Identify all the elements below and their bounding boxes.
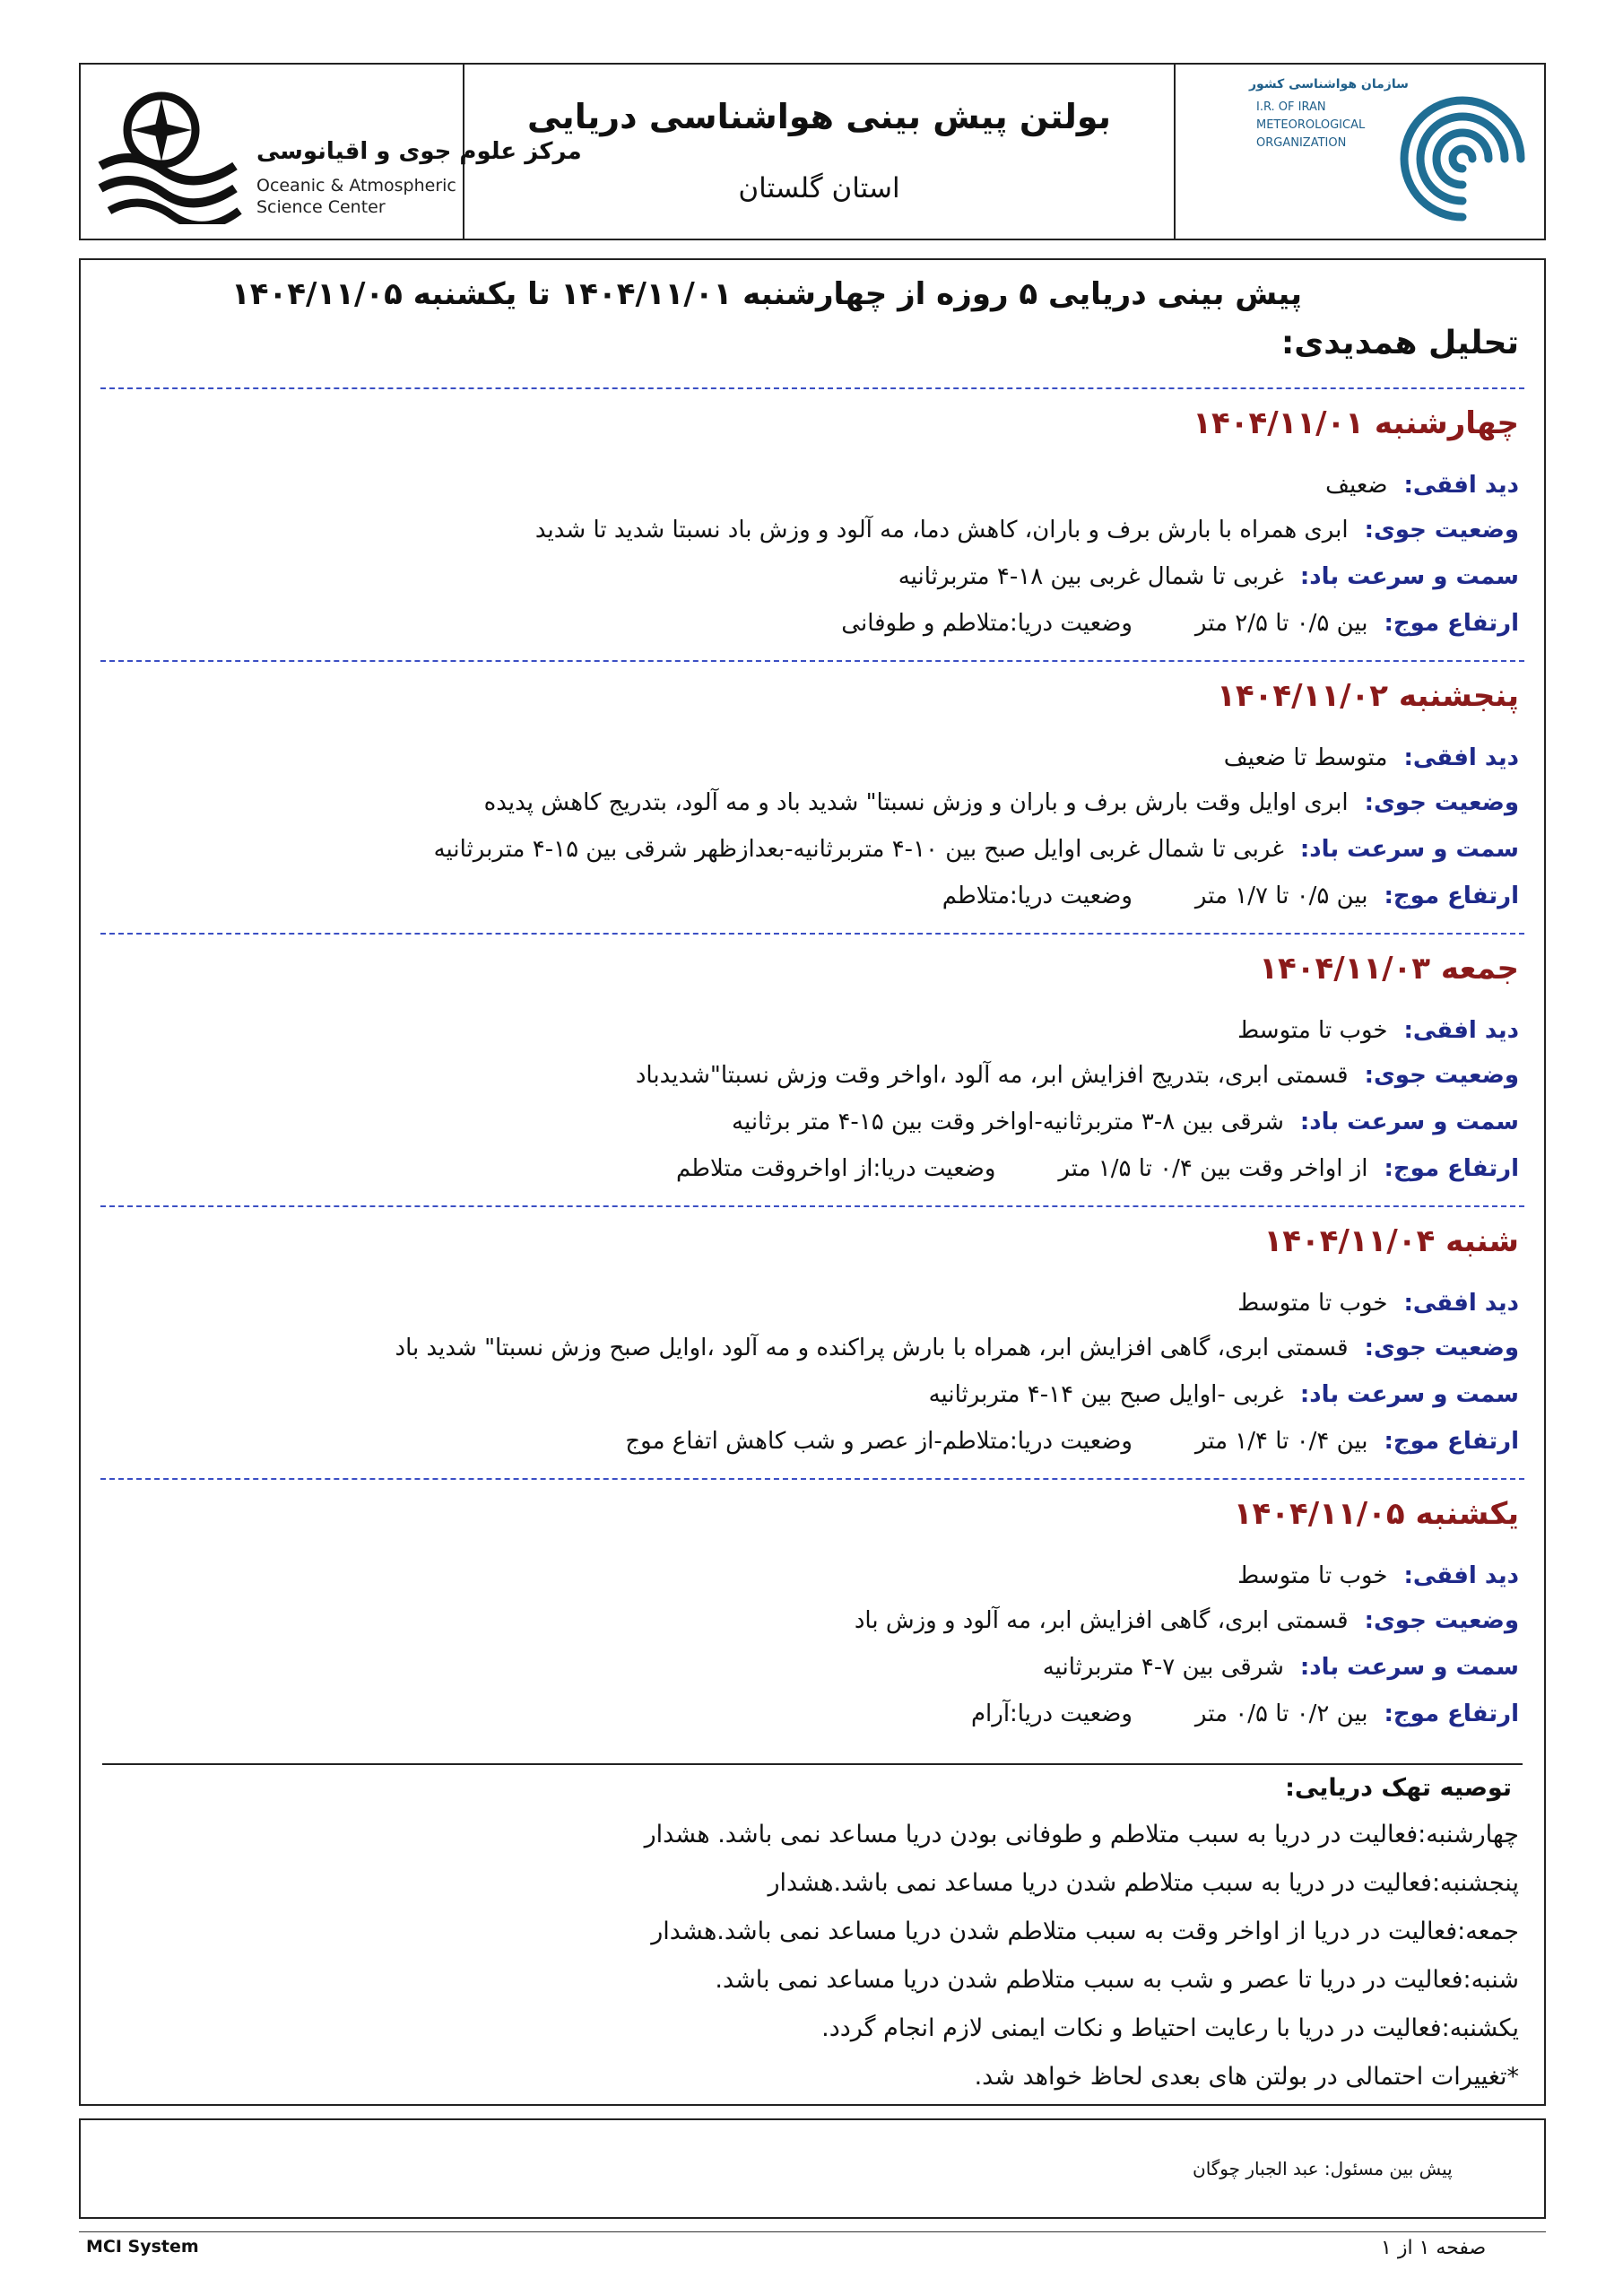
weather-label: وضعیت جوی: [1364, 517, 1519, 544]
separator [100, 933, 1524, 935]
wind-row [898, 563, 1519, 590]
weather-label: وضعیت جوی: [1364, 1062, 1519, 1089]
visibility-value: متوسط تا ضعیف [1223, 744, 1388, 771]
signature-box [79, 2118, 1546, 2219]
irimo-logo-icon [1391, 83, 1534, 230]
wave-label: ارتفاع موج: [1384, 1155, 1519, 1182]
recommendation-line: یکشنبه:فعالیت در دریا با رعایت احتیاط و نکات ایمنی لازم انجام گردد. [821, 2014, 1519, 2042]
header-title-cell [464, 65, 1176, 239]
sea-state-value: وضعیت دریا:متلاطم-از عصر و شب کاهش اتفاع موج [625, 1428, 1133, 1455]
irimo-name-en-3: ORGANIZATION [1256, 136, 1347, 150]
wave-value: بین ۰/۴ تا ۱/۴ متر [1194, 1428, 1368, 1455]
forecast-title: پیش بینی دریایی ۵ روزه از چهارشنبه ۱۴۰۴/۱۱/۰۱ تا یکشنبه ۱۴۰۴/۱۱/۰۵ [231, 276, 1302, 312]
day-heading: شنبه ۱۴۰۴/۱۱/۰۴ [1263, 1223, 1519, 1259]
oasc-name-en-1: Oceanic & Atmospheric [256, 176, 456, 196]
separator [100, 387, 1524, 389]
recommendation-line: *تغییرات احتمالی در بولتن های بعدی لحاظ خواهد شد. [974, 2063, 1519, 2091]
wave-row [841, 610, 1519, 637]
sea-state-value: وضعیت دریا:آرام [970, 1700, 1133, 1727]
day-heading: یکشنبه ۱۴۰۴/۱۱/۰۵ [1233, 1496, 1519, 1532]
wind-value: غربی -اوایل صبح بین ۱۴-۴ متربرثانیه [928, 1381, 1284, 1408]
oasc-name-en-2: Science Center [256, 197, 386, 217]
weather-row [395, 1335, 1519, 1361]
irimo-name-fa: سازمان هواشناسی کشور [1249, 77, 1409, 91]
weather-row [636, 1062, 1519, 1089]
irimo-name-en-1: I.R. OF IRAN [1256, 100, 1326, 114]
day-heading: پنجشنبه ۱۴۰۴/۱۱/۰۲ [1217, 678, 1519, 714]
wave-row [942, 883, 1519, 909]
wave-label: ارتفاع موج: [1384, 1428, 1519, 1455]
visibility-row [1237, 1290, 1519, 1317]
wave-label: ارتفاع موج: [1384, 1700, 1519, 1727]
visibility-value: خوب تا متوسط [1237, 1290, 1388, 1317]
wave-row [625, 1428, 1519, 1455]
weather-label: وضعیت جوی: [1364, 1335, 1519, 1361]
wave-value: بین ۰/۵ تا ۱/۷ متر [1194, 883, 1368, 909]
weather-value: قسمتی ابری، بتدریج افزایش ابر، مه آلود ،اواخر وقت وزش نسبتا"شدیدباد [635, 1062, 1349, 1089]
system-name: MCI System [86, 2237, 199, 2257]
bulletin-title: بولتن پیش بینی هواشناسی دریایی [526, 97, 1111, 136]
wave-label: ارتفاع موج: [1384, 610, 1519, 637]
weather-value: ابری همراه با بارش برف و باران، کاهش دما، مه آلود و وزش باد نسبتا شدید تا شدید [534, 517, 1349, 544]
page-number: صفحه ۱ از ۱ [1381, 2237, 1487, 2259]
recommendation-line: شنبه:فعالیت در دریا تا عصر و شب به سبب متلاطم شدن دریا مساعد نمی باشد. [715, 1966, 1519, 1994]
wind-label: سمت و سرعت باد: [1299, 1654, 1519, 1681]
wave-row [676, 1155, 1519, 1182]
footer-divider [79, 2231, 1546, 2232]
recommendation-title: توصیه تهک دریایی: [1285, 1774, 1512, 1802]
visibility-label: دید افقی: [1403, 1017, 1519, 1044]
visibility-row [1237, 1562, 1519, 1589]
separator [100, 1205, 1524, 1207]
weather-row [535, 517, 1519, 544]
weather-value: قسمتی ابری، گاهی افزایش ابر، مه آلود و وزش باد [854, 1607, 1349, 1634]
wave-value: بین ۰/۲ تا ۰/۵ متر [1194, 1700, 1368, 1727]
oasc-logo-icon [91, 81, 244, 224]
forecast-box [79, 258, 1546, 2106]
wind-value: غربی تا شمال غربی اوایل صبح بین ۱۰-۴ متربرثانیه-بعدازظهر شرقی بین ۱۵-۴ متربرثانیه [433, 836, 1284, 863]
weather-row [484, 789, 1519, 816]
wind-value: غربی تا شمال غربی بین ۱۸-۴ متربرثانیه [898, 563, 1284, 590]
separator [100, 660, 1524, 662]
visibility-label: دید افقی: [1403, 744, 1519, 771]
wind-value: شرقی بین ۷-۴ متربرثانیه [1042, 1654, 1284, 1681]
wind-label: سمت و سرعت باد: [1299, 1109, 1519, 1135]
recommendation-divider [102, 1763, 1523, 1765]
sea-state-value: وضعیت دریا:از اواخروقت متلاطم [675, 1155, 996, 1182]
wind-row [929, 1381, 1519, 1408]
weather-row [855, 1607, 1519, 1634]
visibility-value: ضعیف [1325, 472, 1388, 499]
visibility-label: دید افقی: [1403, 1290, 1519, 1317]
wind-row [434, 836, 1519, 863]
wave-label: ارتفاع موج: [1384, 883, 1519, 909]
wind-row [732, 1109, 1519, 1135]
visibility-value: خوب تا متوسط [1237, 1017, 1388, 1044]
day-heading: چهارشنبه ۱۴۰۴/۱۱/۰۱ [1193, 405, 1519, 441]
province-name: استان گلستان [738, 172, 900, 204]
forecaster-name: پیش بین مسئول: عبد الجبار چوگان [1193, 2158, 1453, 2179]
recommendation-line: پنجشنبه:فعالیت در دریا به سبب متلاطم شدن دریا مساعد نمی باشد.هشدار [768, 1869, 1519, 1897]
visibility-value: خوب تا متوسط [1237, 1562, 1388, 1589]
visibility-row [1325, 472, 1519, 499]
wave-row [971, 1700, 1519, 1727]
wind-label: سمت و سرعت باد: [1299, 563, 1519, 590]
wind-label: سمت و سرعت باد: [1299, 1381, 1519, 1408]
wind-label: سمت و سرعت باد: [1299, 836, 1519, 863]
wave-value: از اواخر وقت بین ۰/۴ تا ۱/۵ متر [1058, 1155, 1368, 1182]
synoptic-analysis-label: تحلیل همدیدی: [1280, 325, 1519, 361]
wind-value: شرقی بین ۸-۳ متربرثانیه-اواخر وقت بین ۱۵-۴ متر برثانیه [732, 1109, 1284, 1135]
sea-state-value: وضعیت دریا:متلاطم [942, 883, 1133, 909]
wind-row [1043, 1654, 1519, 1681]
separator [100, 1478, 1524, 1480]
sea-state-value: وضعیت دریا:متلاطم و طوفانی [841, 610, 1133, 637]
visibility-row [1237, 1017, 1519, 1044]
recommendation-line: چهارشنبه:فعالیت در دریا به سبب متلاطم و طوفانی بودن دریا مساعد نمی باشد. هشدار [644, 1821, 1519, 1848]
weather-label: وضعیت جوی: [1364, 789, 1519, 816]
weather-label: وضعیت جوی: [1364, 1607, 1519, 1634]
wave-value: بین ۰/۵ تا ۲/۵ متر [1194, 610, 1368, 637]
bulletin-header [79, 63, 1546, 240]
irimo-logo-cell [1176, 65, 1546, 239]
weather-value: قسمتی ابری، گاهی افزایش ابر، همراه با بارش پراکنده و مه آلود ،اوایل صبح وزش نسبتا" شدید باد [395, 1335, 1349, 1361]
oasc-logo-cell [81, 65, 582, 239]
weather-value: ابری اوایل وقت بارش برف و باران و وزش نسبتا" شدید باد و مه آلود، بتدریج کاهش پدیده [483, 789, 1349, 816]
irimo-name-en-2: METEOROLOGICAL [1256, 118, 1366, 132]
oasc-name-fa: مرکز علوم جوی و اقیانوسی [256, 138, 582, 165]
recommendation-line: جمعه:فعالیت در دریا از اواخر وقت به سبب متلاطم شدن دریا مساعد نمی باشد.هشدار [651, 1918, 1519, 1945]
day-heading: جمعه ۱۴۰۴/۱۱/۰۳ [1259, 951, 1519, 987]
visibility-label: دید افقی: [1403, 1562, 1519, 1589]
visibility-label: دید افقی: [1403, 472, 1519, 499]
visibility-row [1224, 744, 1519, 771]
